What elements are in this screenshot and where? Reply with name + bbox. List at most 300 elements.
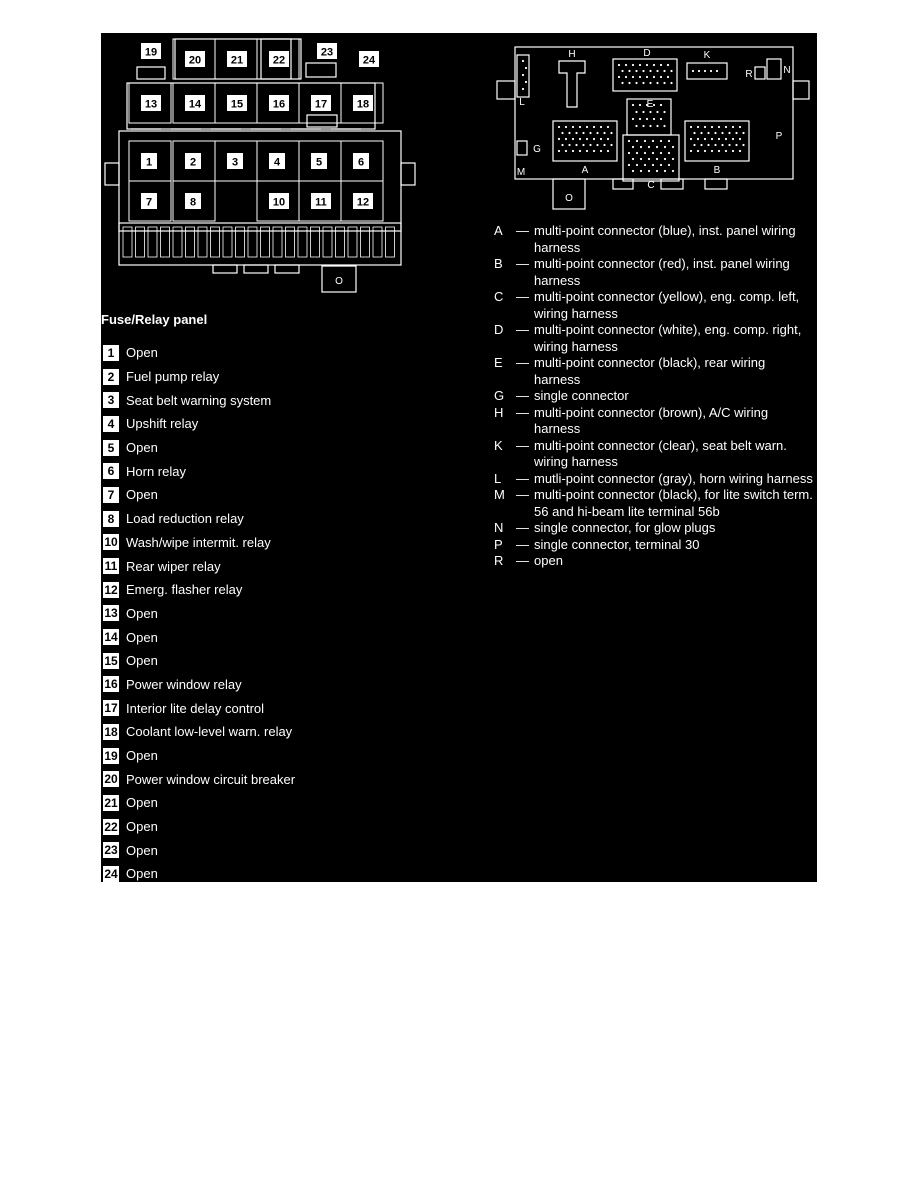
connector-letter: P <box>494 536 503 552</box>
connector-item <box>494 405 814 438</box>
pin-dot <box>693 132 695 134</box>
legend-item <box>103 602 295 626</box>
pin-dot <box>652 164 654 166</box>
pin-dot <box>593 138 595 140</box>
legend-description: Open <box>126 866 158 882</box>
pin-dot <box>704 70 706 72</box>
legend-number-box: 23 <box>104 843 118 858</box>
legend-item <box>103 341 295 365</box>
rear-label-l: L <box>519 97 525 108</box>
position-label-4: 4 <box>273 156 281 169</box>
legend-item <box>103 673 295 697</box>
pin-dot <box>697 126 699 128</box>
relay-position-boxes <box>129 39 383 221</box>
connector-description: multi-point connector (yellow), eng. comp. left, wiring harness <box>534 289 800 321</box>
pin-dot <box>663 70 665 72</box>
connector-item <box>494 256 814 289</box>
pin-dot <box>589 144 591 146</box>
connector-item <box>494 438 814 471</box>
pin-dot <box>586 150 588 152</box>
legend-number-box: 10 <box>104 535 118 550</box>
pin-dot <box>700 144 702 146</box>
legend-description: Open <box>126 795 158 811</box>
position-label-10: 10 <box>272 196 286 209</box>
legend-number-box: 22 <box>104 819 118 834</box>
rear-label-p: P <box>775 131 783 142</box>
legend-description: Power window circuit breaker <box>126 771 296 787</box>
connector-letter: K <box>494 437 503 453</box>
legend-item <box>103 459 295 483</box>
legend-description: Open <box>126 629 158 645</box>
connector-dash: — <box>516 404 529 420</box>
pin-dot <box>704 138 706 140</box>
pin-dot <box>721 132 723 134</box>
legend-description: Wash/wipe intermit. relay <box>126 534 271 550</box>
fuse-relay-panel-rear-diagram <box>495 41 817 221</box>
pin-dot <box>707 144 709 146</box>
pin-dot <box>656 146 658 148</box>
pin-dot <box>742 144 744 146</box>
connector-item <box>494 355 814 388</box>
pin-dot <box>644 152 646 154</box>
rear-label-h: H <box>568 49 576 60</box>
pin-dot <box>714 132 716 134</box>
pin-dot <box>656 70 658 72</box>
pin-dot <box>692 70 694 72</box>
legend-description: Rear wiper relay <box>126 558 221 574</box>
legend-description: Open <box>126 819 158 835</box>
legend-item <box>103 649 295 673</box>
legend-number-box: 8 <box>103 511 119 527</box>
connector-description: multi-point connector (black), for lite switch term. 56 and hi-beam lite terminal 56b <box>534 487 813 519</box>
pin-dot <box>698 70 700 72</box>
pin-dot <box>725 150 727 152</box>
pin-dot <box>648 170 650 172</box>
connector-letter: A <box>494 223 503 238</box>
pin-dot <box>660 64 662 66</box>
pin-dot <box>649 82 651 84</box>
pin-dot <box>670 82 672 84</box>
position-label-15: 15 <box>230 98 244 111</box>
pin-dot <box>575 132 577 134</box>
pin-dot <box>711 126 713 128</box>
pin-dot <box>668 140 670 142</box>
pin-dot <box>739 150 741 152</box>
connector-dash: — <box>516 289 529 304</box>
pin-dot <box>718 126 720 128</box>
legend-item <box>103 625 295 649</box>
pin-dot <box>656 170 658 172</box>
pin-dot <box>672 170 674 172</box>
pin-dot <box>579 126 581 128</box>
pin-dot <box>603 144 605 146</box>
pin-dot <box>649 70 651 72</box>
pin-dot <box>635 125 637 127</box>
legend-description: Open <box>126 653 158 669</box>
position-label-19: 19 <box>144 46 158 59</box>
legend-description: Open <box>126 748 158 764</box>
connector-description: multi-point connector (black), rear wiring harness <box>534 355 766 387</box>
pin-dot <box>558 126 560 128</box>
pin-dot <box>635 70 637 72</box>
pin-dot <box>628 152 630 154</box>
connector-item <box>494 487 814 520</box>
pin-dot <box>732 138 734 140</box>
pin-dot <box>628 70 630 72</box>
connector-letter: H <box>494 404 504 420</box>
pin-dot <box>667 76 669 78</box>
pin-dot <box>635 82 637 84</box>
pin-dot <box>636 152 638 154</box>
legend-number-box: 1 <box>103 345 119 361</box>
pin-dot <box>575 144 577 146</box>
pin-dot <box>610 132 612 134</box>
pin-dot <box>739 126 741 128</box>
pin-dot <box>663 111 665 113</box>
front-bottom-connector-label: O <box>335 276 343 287</box>
legend-number-box: 14 <box>104 630 118 645</box>
position-label-5: 5 <box>315 156 323 169</box>
pin-dot <box>628 164 630 166</box>
legend-number-box: 2 <box>103 369 119 385</box>
pin-dot <box>672 158 674 160</box>
pin-dot <box>690 126 692 128</box>
legend-item <box>103 554 295 578</box>
pin-dot <box>625 76 627 78</box>
legend-number-box: 11 <box>104 559 118 574</box>
position-label-12: 12 <box>356 196 370 209</box>
pin-dot <box>728 132 730 134</box>
pin-dot <box>718 138 720 140</box>
pin-dot <box>621 70 623 72</box>
position-label-1: 1 <box>145 156 153 169</box>
legend-number-box: 5 <box>103 440 119 456</box>
legend-number-box: 7 <box>103 487 119 503</box>
legend-number-box: 24 <box>104 866 118 881</box>
connector-dash: — <box>516 553 529 568</box>
connector-dash: — <box>516 355 529 370</box>
pin-dot <box>607 138 609 140</box>
pin-dot <box>565 126 567 128</box>
pin-dot <box>652 140 654 142</box>
pin-dot <box>621 82 623 84</box>
pin-dot <box>586 126 588 128</box>
pin-dot <box>572 150 574 152</box>
legend-description: Open <box>126 842 158 858</box>
pin-dot <box>704 150 706 152</box>
pin-dot <box>628 140 630 142</box>
legend-description: Fuel pump relay <box>126 369 220 385</box>
pin-dot <box>640 158 642 160</box>
position-label-13: 13 <box>144 98 158 111</box>
connector-dash: — <box>516 322 529 337</box>
pin-dot <box>635 111 637 113</box>
pin-dot <box>632 64 634 66</box>
rear-label-n: N <box>783 65 791 76</box>
pin-dot <box>582 144 584 146</box>
pin-dot <box>648 158 650 160</box>
connector-description: single connector, terminal 30 <box>534 536 700 552</box>
connector-description: multi-point connector (red), inst. panel wiring harness <box>534 256 790 288</box>
pin-dot <box>589 132 591 134</box>
rear-label-r: R <box>745 69 753 80</box>
legend-item <box>103 578 295 602</box>
connector-dash: — <box>516 256 529 271</box>
connector-description: multi-point connector (white), eng. comp. right, wiring harness <box>534 322 802 354</box>
pin-dot <box>625 64 627 66</box>
connector-dash: — <box>516 470 529 486</box>
pin-dot <box>742 132 744 134</box>
connector-letter: D <box>494 322 504 337</box>
pin-dot <box>646 118 648 120</box>
pin-dot <box>632 104 634 106</box>
connector-item <box>494 553 814 570</box>
pin-dot <box>639 118 641 120</box>
pin-dot <box>593 126 595 128</box>
pin-dot <box>572 126 574 128</box>
position-label-8: 8 <box>189 196 197 209</box>
pin-dot <box>690 150 692 152</box>
pin-dot <box>690 138 692 140</box>
connector-dash: — <box>516 487 529 502</box>
legend-description: Open <box>126 605 158 621</box>
pin-dot <box>607 150 609 152</box>
pin-dot <box>522 60 524 62</box>
connector-letter: R <box>494 553 504 568</box>
pin-dot <box>525 81 527 83</box>
connector-dash: — <box>516 536 529 552</box>
pin-dot <box>603 132 605 134</box>
pin-dot <box>663 125 665 127</box>
pin-dot <box>525 67 527 69</box>
connector-pin-dots <box>522 60 745 172</box>
pin-dot <box>558 138 560 140</box>
pin-dot <box>572 138 574 140</box>
pin-dot <box>642 111 644 113</box>
pin-dot <box>568 144 570 146</box>
legend-item <box>103 838 295 862</box>
pin-dot <box>579 150 581 152</box>
position-label-17: 17 <box>314 98 328 111</box>
pin-dot <box>596 144 598 146</box>
pin-dot <box>732 150 734 152</box>
connector-item <box>494 537 814 554</box>
connector-item <box>494 520 814 537</box>
pin-dot <box>656 111 658 113</box>
connector-description: multi-point connector (clear), seat belt warn. wiring harness <box>534 437 787 469</box>
legend-item <box>103 696 295 720</box>
pin-dot <box>716 70 718 72</box>
fuse-relay-panel-front-diagram <box>101 33 421 305</box>
position-label-23: 23 <box>320 46 334 59</box>
legend-item <box>103 815 295 839</box>
connector-letter: C <box>494 289 504 304</box>
legend-number-box: 19 <box>104 748 118 763</box>
legend-description: Emerg. flasher relay <box>126 582 243 598</box>
connector-description: single connector <box>534 388 629 403</box>
legend-item <box>103 862 295 882</box>
pin-dot <box>656 158 658 160</box>
pin-dot <box>704 126 706 128</box>
pin-dot <box>639 76 641 78</box>
legend-description: Interior lite delay control <box>126 700 265 716</box>
legend-number-box: 21 <box>104 795 118 810</box>
pin-dot <box>656 82 658 84</box>
pin-dot <box>636 140 638 142</box>
connector-dash: — <box>516 223 529 238</box>
rear-label-k: K <box>703 50 711 61</box>
pin-dot <box>649 125 651 127</box>
legend-number-box: 16 <box>104 677 118 692</box>
legend-item <box>103 531 295 555</box>
legend-item <box>103 412 295 436</box>
pin-dot <box>721 144 723 146</box>
pin-dot <box>522 74 524 76</box>
connector-description: open <box>534 553 563 568</box>
connector-item <box>494 223 814 256</box>
connector-dash: — <box>516 437 529 453</box>
legend-item <box>103 365 295 389</box>
rear-label-b: B <box>713 165 721 176</box>
connector-item <box>494 322 814 355</box>
connector-item <box>494 289 814 322</box>
pin-dot <box>593 150 595 152</box>
pin-dot <box>711 150 713 152</box>
pin-dot <box>565 138 567 140</box>
connector-item <box>494 388 814 405</box>
pin-dot <box>582 132 584 134</box>
legend-description: Coolant low-level warn. relay <box>126 724 293 740</box>
rear-label-e: E <box>646 99 654 110</box>
pin-dot <box>632 170 634 172</box>
pin-dot <box>586 138 588 140</box>
pin-dot <box>725 138 727 140</box>
pin-dot <box>660 76 662 78</box>
position-label-11: 11 <box>315 196 327 209</box>
pin-dot <box>693 144 695 146</box>
pin-dot <box>522 88 524 90</box>
pin-dot <box>610 144 612 146</box>
legend-number-box: 3 <box>103 392 119 408</box>
pin-dot <box>648 146 650 148</box>
pin-dot <box>642 82 644 84</box>
pin-dot <box>642 125 644 127</box>
position-label-18: 18 <box>356 98 370 111</box>
pin-dot <box>667 64 669 66</box>
pin-dot <box>561 144 563 146</box>
pin-dot <box>711 138 713 140</box>
position-label-20: 20 <box>188 54 202 67</box>
pin-dot <box>649 111 651 113</box>
pin-dot <box>735 144 737 146</box>
connector-letter: E <box>494 355 503 370</box>
connector-description: multi-point connector (blue), inst. panel wiring harness <box>534 223 796 255</box>
pin-dot <box>646 76 648 78</box>
pin-dot <box>728 144 730 146</box>
legend-item <box>103 507 295 531</box>
legend-number-box: 15 <box>104 653 118 668</box>
legend-description: Open <box>126 487 158 503</box>
pin-dot <box>660 140 662 142</box>
rear-label-a: A <box>581 165 589 176</box>
pin-dot <box>735 132 737 134</box>
pin-dot <box>739 138 741 140</box>
legend-number-box: 4 <box>103 416 119 432</box>
position-label-2: 2 <box>189 156 197 169</box>
legend-item <box>103 744 295 768</box>
pin-dot <box>664 170 666 172</box>
pin-dot <box>579 138 581 140</box>
pin-dot <box>664 146 666 148</box>
position-label-22: 22 <box>272 54 286 67</box>
panel-title: Fuse/Relay panel <box>101 312 208 327</box>
pin-dot <box>565 150 567 152</box>
pin-dot <box>714 144 716 146</box>
legend-description: Horn relay <box>126 463 186 479</box>
position-label-21: 21 <box>230 54 244 67</box>
pin-dot <box>710 70 712 72</box>
pin-dot <box>568 132 570 134</box>
legend-description: Power window relay <box>126 676 242 692</box>
pin-dot <box>656 125 658 127</box>
connector-letter: N <box>494 520 504 535</box>
connector-description: single connector, for glow plugs <box>534 520 716 535</box>
pin-dot <box>660 164 662 166</box>
pin-dot <box>660 118 662 120</box>
legend-description: Upshift relay <box>126 416 199 432</box>
pin-dot <box>618 64 620 66</box>
position-label-3: 3 <box>231 156 239 169</box>
legend-item <box>103 767 295 791</box>
pin-dot <box>664 158 666 160</box>
pin-dot <box>660 152 662 154</box>
pin-dot <box>640 170 642 172</box>
pin-dot <box>632 76 634 78</box>
pin-dot <box>652 152 654 154</box>
position-label-16: 16 <box>272 98 286 111</box>
pin-dot <box>596 132 598 134</box>
connector-letter: B <box>494 256 503 271</box>
rear-label-d: D <box>643 48 651 59</box>
rear-label-m: M <box>516 167 526 178</box>
pin-dot <box>639 104 641 106</box>
pin-dot <box>653 76 655 78</box>
pin-dot <box>707 132 709 134</box>
connector-dash: — <box>516 388 529 403</box>
pin-dot <box>697 150 699 152</box>
pin-dot <box>668 164 670 166</box>
pin-dot <box>600 138 602 140</box>
connector-letter: L <box>494 470 502 486</box>
legend-item <box>103 483 295 507</box>
legend-item <box>103 720 295 744</box>
pin-dot <box>718 150 720 152</box>
legend-number-box: 6 <box>103 463 119 479</box>
pin-dot <box>668 152 670 154</box>
connector-legend-list <box>494 223 814 570</box>
pin-dot <box>632 158 634 160</box>
connector-item <box>494 471 814 488</box>
pin-dot <box>670 70 672 72</box>
pin-dot <box>640 146 642 148</box>
legend-description: Seat belt warning system <box>126 392 272 408</box>
pin-dot <box>646 64 648 66</box>
position-label-24: 24 <box>362 54 376 67</box>
pin-dot <box>639 64 641 66</box>
legend-description: Load reduction relay <box>126 511 244 527</box>
connector-description: multi-point connector (brown), A/C wiring harness <box>534 404 769 436</box>
legend-number-box: 17 <box>104 701 118 716</box>
